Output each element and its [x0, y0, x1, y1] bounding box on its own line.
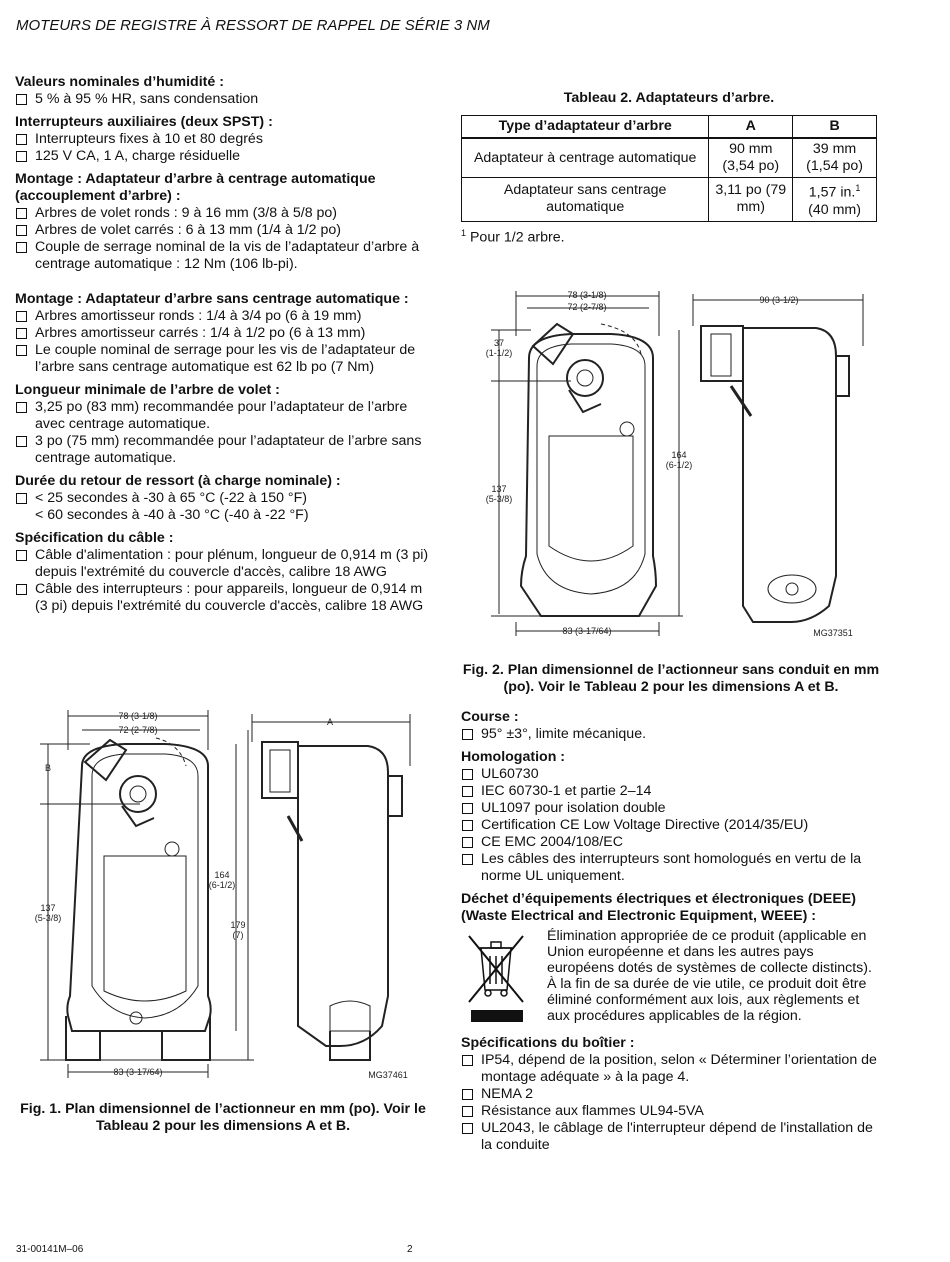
weee-text: Élimination appropriée de ce produit (applicable en Union européenne et dans les autres pays européens dotés de systèmes de collecte distincts). À la fin de sa durée de vie utile, ce produit doit être éliminé conformément aux lois, aux règlements et aux procédures applicables de la région.: [547, 928, 872, 1024]
section-title: Interrupteurs auxiliaires (deux SPST) :: [15, 114, 273, 130]
table-row: [462, 178, 877, 222]
list-item: Câble des interrupteurs : pour appareils, longueur de 0,914 m (3 pi) depuis l'extrémité du couvercle d'accès, calibre 18 AWG: [15, 581, 435, 615]
list-item: < 60 secondes à -40 à -30 °C (-40 à -22 °F): [35, 507, 309, 523]
table-cell-value: (40 mm): [808, 201, 861, 218]
table-footnote: [461, 228, 565, 246]
table-cell: 90 mm (3,54 po): [709, 138, 793, 178]
list-item: Interrupteurs fixes à 10 et 80 degrés: [15, 131, 435, 148]
figure-1-caption: Fig. 1. Plan dimensionnel de l’actionneur en mm (po). Voir le Tableau 2 pour les dimensions A et B.: [20, 1101, 426, 1134]
fig2-dim-90: 90 (3-1/2): [759, 295, 799, 305]
table-row: [462, 138, 877, 178]
fig1-dim-179-in: (7): [232, 930, 244, 940]
list-item: NEMA 2: [461, 1086, 881, 1103]
spec-humidity: [15, 74, 435, 108]
fig1-dim-78: 78 (3-1/8): [118, 711, 158, 721]
section-title: Spécifications du boîtier :: [461, 1035, 635, 1051]
list-item: 3,25 po (83 mm) recommandée pour l’adaptateur de l’arbre avec centrage automatique.: [15, 399, 435, 433]
spec-spring-return: [15, 473, 435, 524]
table-cell: Adaptateur à centrage automatique: [462, 138, 709, 178]
section-title: Spécification du câble :: [15, 530, 174, 546]
crossed-bin-icon: [461, 928, 531, 1029]
spec-mount-selfcentering: [15, 171, 435, 273]
spec-mount-nonselfcentering: [15, 291, 435, 376]
table-cell: 3,11 po (79 mm): [709, 178, 793, 222]
spec-stroke: [461, 709, 881, 743]
table-header: A: [709, 116, 793, 139]
list-item: Arbres amortisseur ronds : 1/4 à 3/4 po (6 à 19 mm): [15, 308, 435, 325]
fig1-dim-164: 164: [214, 870, 230, 880]
table-title: Tableau 2. Adaptateurs d’arbre.: [563, 90, 775, 106]
fig2-dim-164-in: (6-1/2): [665, 460, 693, 470]
fig2-dim-164: 164: [671, 450, 687, 460]
spec-cable: [15, 530, 435, 615]
list-item: Résistance aux flammes UL94-5VA: [461, 1103, 881, 1120]
footnote-mark: 1: [461, 228, 467, 238]
list-item: 3 po (75 mm) recommandée pour l’adaptateur de l’arbre sans centrage automatique.: [15, 433, 435, 467]
fig1-dim-72: 72 (2-7/8): [118, 725, 158, 735]
list-item: IEC 60730-1 et partie 2–14: [461, 783, 881, 800]
fig1-dim-a: A: [326, 717, 334, 727]
list-item: 95° ±3°, limite mécanique.: [461, 726, 881, 743]
spec-weee: [461, 891, 881, 1029]
fig2-dim-37: 37: [493, 338, 505, 348]
footnote-text: Pour 1/2 arbre.: [469, 229, 565, 246]
spec-aux-switches: [15, 114, 435, 165]
footnote-ref: 1: [855, 183, 861, 193]
list-item: 5 % à 95 % HR, sans condensation: [15, 91, 435, 108]
section-title: Course :: [461, 709, 519, 725]
doc-number: 31-00141M–06: [16, 1244, 84, 1255]
fig2-dim-72: 72 (2-7/8): [567, 302, 607, 312]
table-cell: [793, 178, 877, 222]
section-title: Déchet d’équipements électriques et électroniques (DEEE) (Waste Electrical and Electronic Equipment, WEEE) :: [461, 891, 856, 924]
list-item: UL2043, le câblage de l'interrupteur dépend de l'installation de la conduite: [461, 1120, 881, 1154]
list-item: Les câbles des interrupteurs sont homologués en vertu de la norme UL uniquement.: [461, 851, 881, 885]
list-item: Certification CE Low Voltage Directive (2014/35/EU): [461, 817, 881, 834]
section-title: Homologation :: [461, 749, 566, 765]
page-header-title: MOTEURS DE REGISTRE À RESSORT DE RAPPEL DE SÉRIE 3 NM: [16, 17, 490, 34]
fig2-dim-137: 137: [491, 484, 507, 494]
table-cell: Adaptateur sans centrage automatique: [462, 178, 709, 222]
list-item: < 25 secondes à -30 à 65 °C (-22 à 150 °F): [15, 490, 435, 507]
fig1-dim-137: 137: [40, 903, 56, 913]
list-item: CE EMC 2004/108/EC: [461, 834, 881, 851]
section-title: Montage : Adaptateur d’arbre sans centrage automatique :: [15, 291, 409, 307]
page-number: 2: [407, 1244, 413, 1255]
table-header-row: [462, 116, 877, 139]
list-item: Câble d'alimentation : pour plénum, longueur de 0,914 m (3 pi) depuis l'extrémité du couvercle d'accès, calibre 18 AWG: [15, 547, 435, 581]
list-item: Couple de serrage nominal de la vis de l’adaptateur d’arbre à centrage automatique : 12 Nm (106 lb-pi).: [15, 239, 435, 273]
right-column-specs: [461, 709, 881, 1160]
fig2-code: MG37351: [813, 628, 853, 638]
figure-1-drawing: [30, 706, 420, 1086]
fig2-dim-137-in: (5-3/8): [485, 494, 513, 504]
table-header: B: [793, 116, 877, 139]
list-item: Arbres de volet carrés : 6 à 13 mm (1/4 à 1/2 po): [15, 222, 435, 239]
table-header: Type d’adaptateur d’arbre: [462, 116, 709, 139]
spec-shaft-length: [15, 382, 435, 467]
fig1-dim-179: 179: [230, 920, 246, 930]
section-title: Valeurs nominales d’humidité :: [15, 74, 224, 90]
fig1-dim-137-in: (5-3/8): [34, 913, 62, 923]
list-item: UL60730: [461, 766, 881, 783]
fig2-dim-78: 78 (3-1/8): [567, 290, 607, 300]
list-item: UL1097 pour isolation double: [461, 800, 881, 817]
fig1-dim-b: B: [44, 763, 52, 773]
fig1-dim-164-in: (6-1/2): [208, 880, 236, 890]
fig1-code: MG37461: [368, 1070, 408, 1080]
list-item: 125 V CA, 1 A, charge résiduelle: [15, 148, 435, 165]
left-column: [15, 74, 435, 621]
spec-enclosure: [461, 1035, 881, 1154]
fig1-dim-83: 83 (3-17/64): [113, 1067, 163, 1077]
figure-2-caption: Fig. 2. Plan dimensionnel de l’actionneur sans conduit en mm (po). Voir le Tableau 2 pour les dimensions A et B.: [462, 662, 880, 695]
list-item: Arbres de volet ronds : 9 à 16 mm (3/8 à 5/8 po): [15, 205, 435, 222]
list-item: Arbres amortisseur carrés : 1/4 à 1/2 po (6 à 13 mm): [15, 325, 435, 342]
spec-approvals: [461, 749, 881, 885]
fig2-dim-37-in: (1-1/2): [485, 348, 513, 358]
shaft-adapter-table: [461, 115, 877, 222]
list-item: IP54, dépend de la position, selon « Déterminer l’orientation de montage adéquate » à la page 4.: [461, 1052, 881, 1086]
table-cell: 39 mm (1,54 po): [793, 138, 877, 178]
table-cell-value: 1,57 in.: [808, 184, 856, 201]
section-title: Durée du retour de ressort (à charge nominale) :: [15, 473, 341, 489]
figure-2-drawing: [461, 286, 881, 646]
section-title: Montage : Adaptateur d’arbre à centrage automatique (accouplement d’arbre) :: [15, 171, 376, 204]
list-item: Le couple nominal de serrage pour les vis de l’adaptateur de l’arbre sans centrage automatique est 62 lb po (7 Nm): [15, 342, 435, 376]
fig2-dim-83: 83 (3-17/64): [562, 626, 612, 636]
section-title: Longueur minimale de l’arbre de volet :: [15, 382, 280, 398]
